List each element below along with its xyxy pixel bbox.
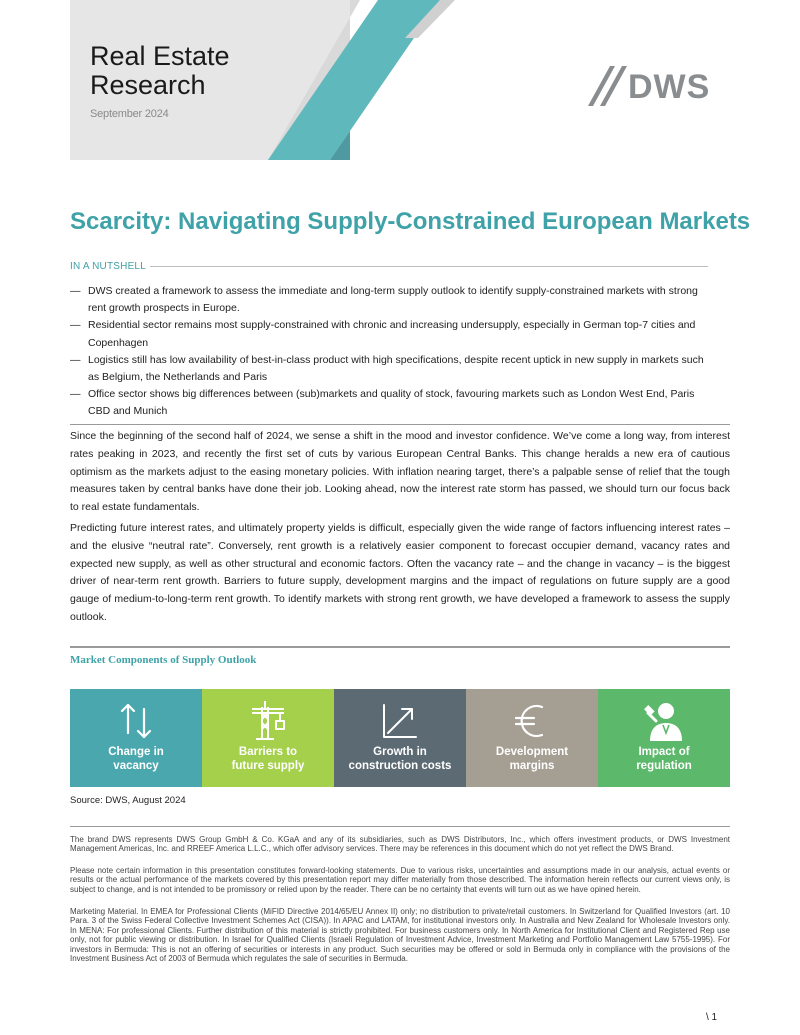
footer-divider — [70, 826, 730, 827]
tile-label-line2: future supply — [231, 760, 305, 772]
disclaimer-forward-looking: Please note certain information in this presentation constitutes forward-looking statements. Due to various risks, uncertainties and assumptions made in our analysis, actual events or results or the actual performance of the markets covered by this presentation report may differ materially from those described. The information herein reflects our current views only, is subject to change, and is not intended to be promissory or relied upon by the reader. There can be no certainty that events will turn out as we have opined herein. — [70, 866, 730, 894]
list-item: — DWS created a framework to assess the immediate and long-term supply outlook to identify supply-constrained markets with strong rent growth prospects in Europe. — [70, 285, 698, 315]
crane-icon — [246, 699, 290, 743]
tile-label-line2: construction costs — [348, 760, 452, 772]
tile-growth-in-construction-costs — [334, 689, 466, 787]
tile-label-line2: vacancy — [113, 760, 159, 772]
figure-source: Source: DWS, August 2024 — [70, 795, 186, 806]
report-series-line1: Real Estate — [90, 41, 230, 71]
tile-change-in-vacancy — [70, 689, 202, 787]
tile-label-line2: margins — [509, 760, 555, 772]
list-item: — Office sector shows big differences between (sub)markets and quality of stock, favouring markets such as London West End, Paris CBD and Munich — [70, 388, 695, 418]
tile-label-line1: Impact of — [638, 746, 690, 758]
disclaimer-brand: The brand DWS represents DWS Group GmbH & Co. KGaA and any of its subsidiaries, such as DWS Distributors, Inc., which offers investment products, or DWS Investment Management Americas, Inc. and RREEF America L.L.C., which offer advisory services. There may be references in this document which do not yet reflect the DWS Brand. — [70, 835, 730, 854]
tile-label-line1: Barriers to — [238, 746, 298, 758]
body-paragraph-2: Predicting future interest rates, and ultimately property yields is difficult, especially given the wide range of factors influencing interest rates – and the elusive “neutral rate”. Conversely, rent growth is a relatively easier component to forecast occupier demand, vacancy rates and expected new supply, as well as other structural and economic factors. Often the vacancy rate – and the change in vacancy – is the biggest driver of near-term rent growth. Barriers to future supply, development margins and the impact of regulations on future supply are a good gauge of medium-to-long-term rent growth. To identify markets with strong rent growth, we have developed a framework to assess the supply outlook. — [70, 522, 730, 623]
list-item: — Logistics still has low availability of best-in-class product with high specifications, despite recent uptick in new supply in markets such as Belgium, the Netherlands and Paris — [70, 353, 704, 384]
body-paragraph-1: Since the beginning of the second half of 2024, we sense a shift in the mood and investor confidence. We’ve come a long way, from interest rates peaking in 2023, and recently the first set of cuts by various European Central Banks. This change heralds a new era of cautious optimism as the markets adjust to the easing monetary policies. With inflation nearing target, there’s a palpable sense of relief that the tough measures taken by central banks have done their job. Looking ahead, now the interest rate storm has passed, we should turn our focus back to real estate fundamentals. — [70, 430, 730, 514]
figure-divider — [70, 646, 730, 648]
report-series-line2: Research — [90, 70, 206, 100]
section-divider — [70, 424, 730, 425]
report-series-title — [90, 42, 230, 100]
tile-label-line1: Growth in — [373, 746, 427, 758]
supply-outlook-components — [70, 689, 730, 787]
page-number: \ 1 — [706, 1012, 718, 1023]
figure-heading: Market Components of Supply Outlook — [70, 654, 257, 666]
trend-up-icon — [378, 699, 422, 743]
tile-label-line2: regulation — [636, 760, 692, 772]
disclaimer-marketing: Marketing Material. In EMEA for Professional Clients (MiFID Directive 2014/65/EU Annex II) only; no distribution to private/retail customers. In Switzerland for Qualified Investors (art. 10 Para. 3 of the Swiss Federal Collective Investment Schemes Act (CISA)). In APAC and LATAM, for institutional investors only. In Australia and New Zealand for Wholesale Investors only. In MENA: For professional Clients. Further distribution of this material is strictly prohibited. For business customers only. In North America for Institutional Client and Registered Rep use only, not for public viewing or distribution. In Israel for Qualified Clients (Israeli Regulation of Investment Advice, Investment Marketing and Portfolio Management Law 5755-1995). For investors in Bermuda: This is not an offering of securities or interests in any product. Such securities may be offered or sold in Bermuda only in compliance with the provisions of the Investment Business Act of 2003 of Bermuda which regulates the sale of securities in Bermuda. — [70, 907, 730, 964]
euro-icon — [510, 699, 554, 743]
report-date: September 2024 — [90, 108, 169, 120]
list-item: — Residential sector remains most supply-constrained with chronic and increasing undersupply, especially in German top-7 cities and Copenhagen — [70, 319, 696, 349]
tile-label-line1: Development — [495, 746, 569, 758]
tile-label-line1: Change in — [108, 746, 164, 758]
nutshell-divider — [150, 266, 708, 267]
tile-barriers-to-future-supply — [202, 689, 334, 787]
arrows-up-down-icon — [114, 699, 158, 743]
nutshell-bullets — [70, 283, 710, 421]
document-title: Scarcity: Navigating Supply-Constrained European Markets — [70, 208, 751, 235]
regulator-person-icon — [642, 699, 686, 743]
tile-development-margins — [466, 689, 598, 787]
tile-impact-of-regulation — [598, 689, 730, 787]
dws-logo-text: DWS — [628, 68, 711, 106]
nutshell-label: IN A NUTSHELL — [70, 261, 146, 272]
